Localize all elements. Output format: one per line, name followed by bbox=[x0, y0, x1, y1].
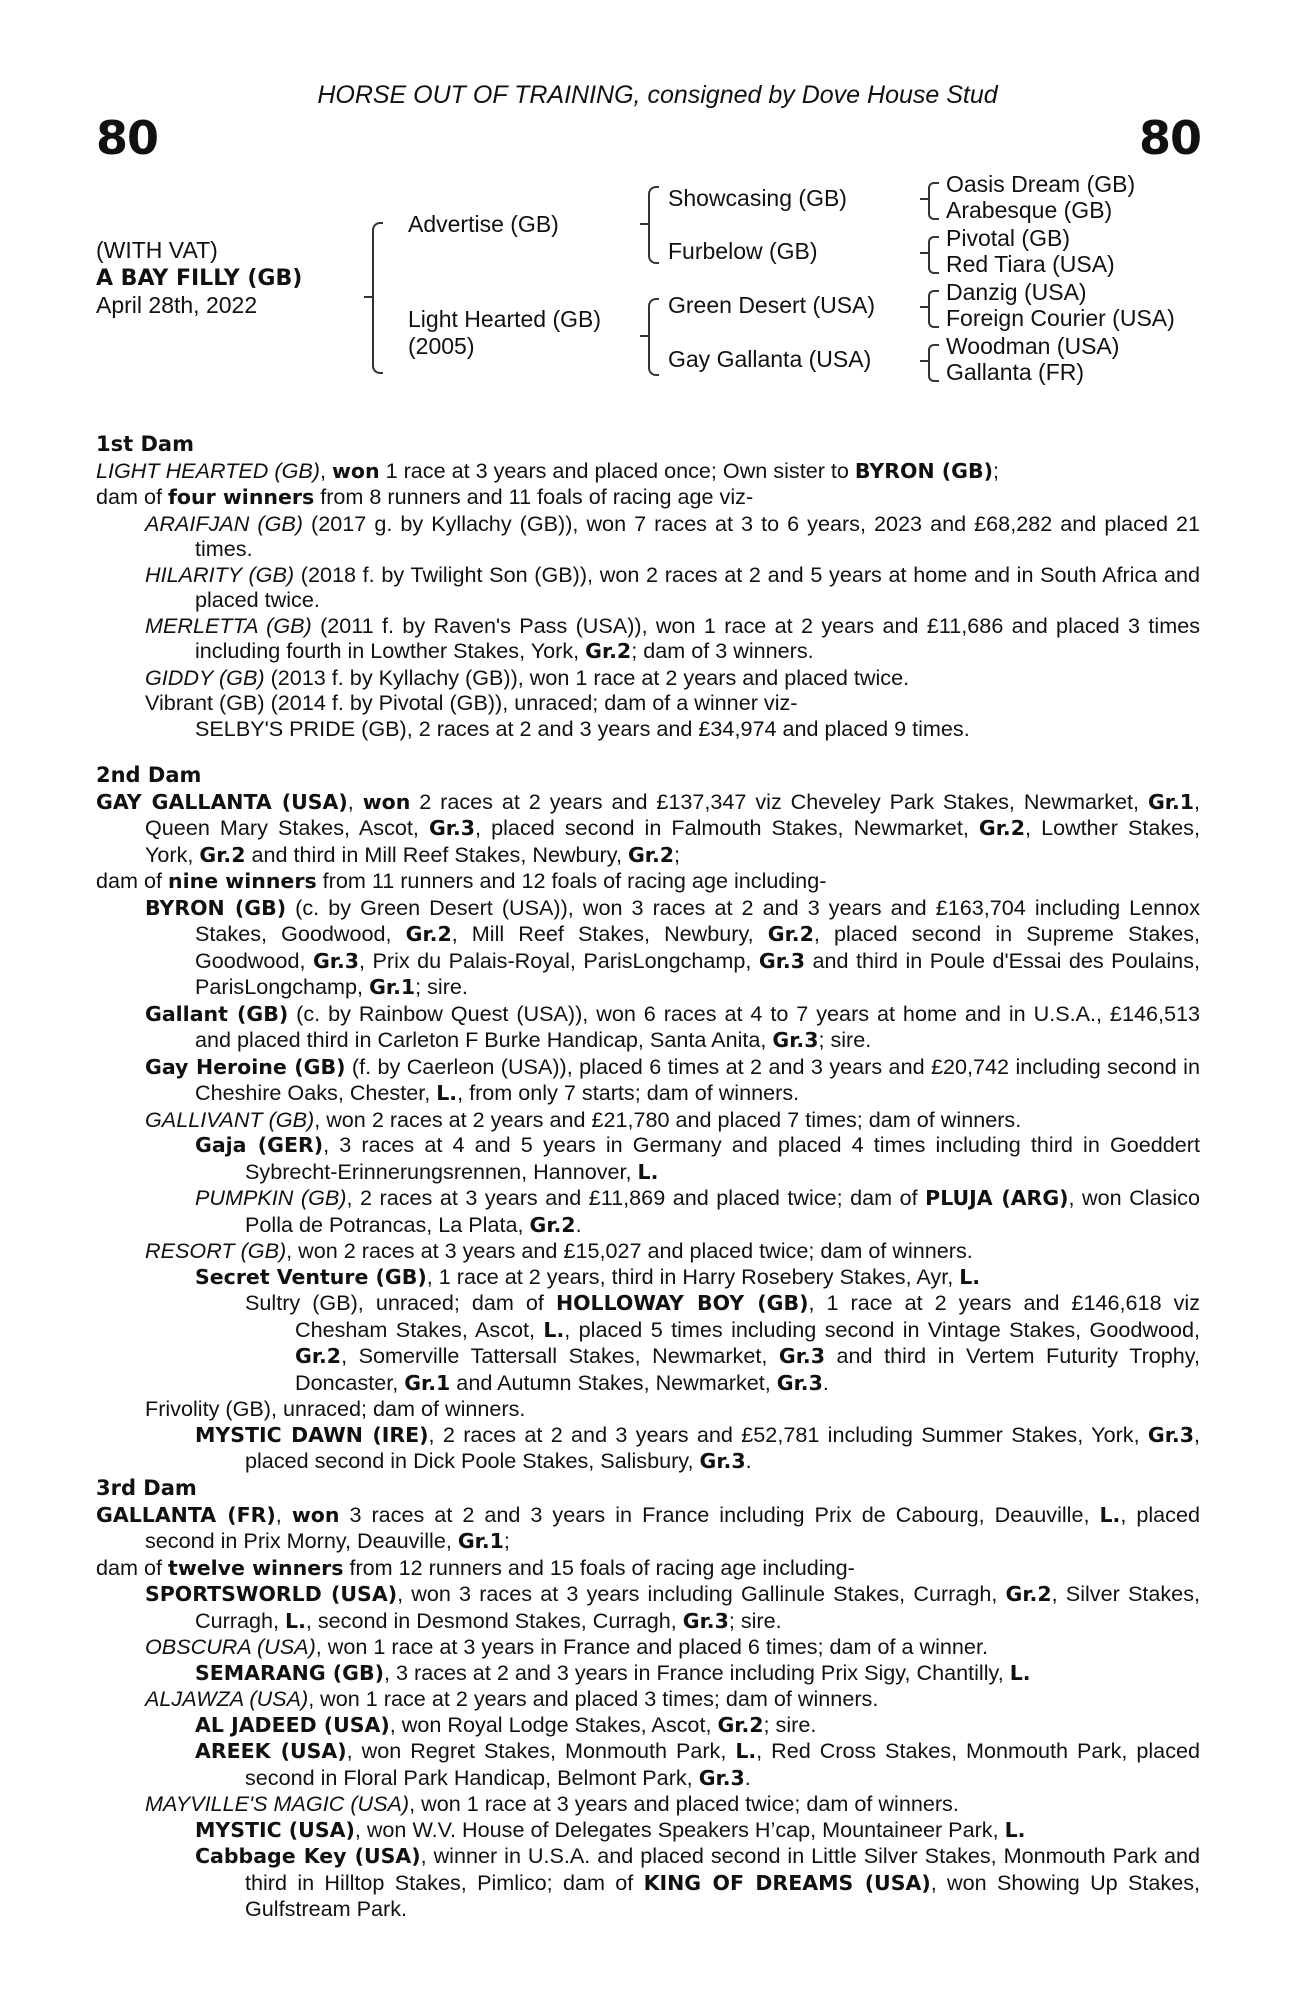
bold-text: Gr.3 bbox=[699, 1449, 746, 1473]
bold-text: L. bbox=[735, 1739, 757, 1763]
pedigree-entry bbox=[96, 789, 1200, 869]
bold-text: Gr.3 bbox=[312, 948, 360, 973]
bold-text: Gr.3 bbox=[778, 1344, 825, 1368]
entry-text: , 1 race at 2 years, third in Harry Rosebery Stakes, Ayr, bbox=[426, 1263, 960, 1289]
second-dam-section bbox=[96, 763, 1200, 1475]
entry-text: ; bbox=[674, 841, 681, 867]
pedigree-entry bbox=[96, 613, 1200, 665]
pedigree-entry bbox=[96, 458, 1200, 485]
entry-text: , won 2 races at 3 years and £15,027 and placed twice; dam of winners. bbox=[286, 1238, 973, 1263]
entry-text: , 3 races at 2 and 3 years in France including Prix Sigy, Chantilly, bbox=[384, 1659, 1010, 1685]
bold-text: BYRON (GB) bbox=[145, 895, 287, 920]
entries-list bbox=[96, 458, 1200, 742]
pedigree-entry bbox=[96, 1107, 1200, 1133]
bold-text: PLUJA (ARG) bbox=[925, 1186, 1069, 1210]
entry-text: from 12 runners and 15 foals of racing age including- bbox=[343, 1554, 855, 1580]
catalogue-header: HORSE OUT OF TRAINING, consigned by Dove House Stud bbox=[317, 81, 998, 109]
pedigree-entry bbox=[96, 1712, 1200, 1739]
bold-text: Gr.2 bbox=[627, 842, 675, 867]
bold-text: won bbox=[291, 1502, 340, 1527]
bold-text: Gr.3 bbox=[1147, 1422, 1194, 1447]
bold-text: nine winners bbox=[168, 869, 317, 893]
pedigree-entry bbox=[96, 1555, 1200, 1582]
bold-text: L. bbox=[285, 1608, 306, 1633]
entry-text: and third in Mill Reef Stakes, Newbury, bbox=[245, 841, 628, 867]
pedigree-entry bbox=[96, 1686, 1200, 1712]
bold-text: Gr.3 bbox=[776, 1370, 823, 1395]
entry-text: ; bbox=[503, 1528, 510, 1553]
bold-text: L. bbox=[1009, 1660, 1031, 1685]
entry-text: ; sire. bbox=[818, 1027, 872, 1052]
entry-text: , Prix du Palais-Royal, ParisLongchamp, bbox=[359, 947, 759, 973]
pedigree-entry bbox=[96, 562, 1200, 613]
entry-text: , placed second in Dick Poole Stakes, Salisbury, bbox=[245, 1421, 1200, 1473]
entry-text: dam of bbox=[96, 1554, 169, 1580]
entry-text: , placed second in Falmouth Stakes, Newmarket, bbox=[475, 815, 979, 840]
italic-text: HILARITY (GB) bbox=[145, 561, 295, 587]
pedigree-entry bbox=[96, 690, 1200, 716]
entry-text: , won Royal Lodge Stakes, Ascot, bbox=[389, 1711, 718, 1737]
entry-text: Frivolity (GB), unraced; dam of winners. bbox=[145, 1396, 526, 1421]
entries-list bbox=[96, 1502, 1200, 1922]
g3-ancestor: Danzig (USA) bbox=[946, 279, 1087, 305]
bold-text: GALLANTA (FR) bbox=[96, 1502, 276, 1527]
bold-text: Gr.1 bbox=[404, 1370, 451, 1395]
sire-dam: Furbelow (GB) bbox=[668, 238, 818, 264]
bold-text: SEMARANG (GB) bbox=[195, 1660, 384, 1685]
bold-text: Gr.3 bbox=[428, 816, 476, 840]
bold-text: won bbox=[331, 458, 380, 483]
italic-text: PUMPKIN (GB) bbox=[195, 1185, 347, 1210]
entry-text: , 3 races at 4 and 5 years in Germany and placed 4 times including third in Goeddert Sybrecht-Erinnerungsrennen, Hannover, bbox=[245, 1132, 1200, 1184]
italic-text: GALLIVANT (GB) bbox=[145, 1106, 315, 1132]
bold-text: L. bbox=[959, 1264, 981, 1289]
bold-text: SPORTSWORLD (USA) bbox=[145, 1582, 398, 1606]
entry-text: , placed second in Supreme Stakes, Goodwood, bbox=[195, 921, 1201, 973]
entry-text: , won Clasico Polla de Potrancas, La Plata, bbox=[245, 1185, 1200, 1237]
entry-text: , won 1 race at 2 years and placed 3 times; dam of winners. bbox=[308, 1686, 879, 1711]
bold-text: Gr.1 bbox=[457, 1529, 504, 1553]
entry-text: , placed 5 times including second in Vintage Stakes, Goodwood, bbox=[564, 1316, 1200, 1342]
entry-text: SELBY'S PRIDE (GB), 2 races at 2 and 3 years and £34,974 and placed 9 times. bbox=[195, 715, 970, 741]
bold-text: won bbox=[362, 789, 411, 814]
bold-text: Gr.3 bbox=[772, 1028, 819, 1052]
section-heading: 1st Dam bbox=[96, 432, 194, 456]
entry-text: ; sire. bbox=[763, 1711, 817, 1737]
bold-text: Gr.2 bbox=[405, 922, 452, 946]
vat-note: (WITH VAT) bbox=[96, 237, 218, 263]
bold-text: Gr.2 bbox=[529, 1212, 576, 1237]
pedigree-entry bbox=[96, 1660, 1200, 1687]
pedigree-entry bbox=[96, 1264, 1200, 1291]
bold-text: L. bbox=[1099, 1502, 1121, 1527]
pedigree-entry bbox=[96, 1843, 1200, 1922]
g3-brace-3 bbox=[928, 290, 939, 328]
pedigree-entry bbox=[96, 1238, 1200, 1264]
pedigree-entry bbox=[96, 1396, 1200, 1422]
entry-text: Sultry (GB), unraced; dam of bbox=[245, 1290, 556, 1315]
entry-text: dam of bbox=[96, 484, 169, 509]
foaling-date: April 28th, 2022 bbox=[96, 292, 258, 318]
entry-text: 1 race at 3 years and placed once; Own sister to bbox=[379, 457, 855, 483]
pedigree-entry bbox=[96, 1422, 1200, 1475]
entry-text: ; dam of 3 winners. bbox=[631, 638, 814, 663]
entry-text: , won 1 race at 3 years in France and placed 6 times; dam of a winner. bbox=[315, 1634, 988, 1659]
italic-text: MERLETTA (GB) bbox=[145, 612, 312, 638]
g3-ancestor: Arabesque (GB) bbox=[946, 197, 1113, 223]
bold-text: Gr.3 bbox=[698, 1765, 745, 1790]
pedigree-entry bbox=[96, 1817, 1200, 1844]
g3-ancestor: Red Tiara (USA) bbox=[946, 251, 1115, 277]
lot-number-right: 80 bbox=[1138, 111, 1201, 165]
bold-text: L. bbox=[1004, 1817, 1026, 1842]
bold-text: Gaja (GER) bbox=[195, 1133, 324, 1157]
first-dam-section bbox=[96, 432, 1200, 741]
lot-number-left: 80 bbox=[96, 111, 159, 165]
sire-brace bbox=[648, 186, 659, 264]
bold-text: KING OF DREAMS (USA) bbox=[643, 1870, 931, 1895]
entry-text: , bbox=[347, 788, 363, 814]
sire-brace-tip bbox=[640, 223, 649, 225]
entry-text: , bbox=[275, 1501, 292, 1527]
pedigree-entry bbox=[96, 484, 1200, 511]
bold-text: Gr.2 bbox=[585, 639, 632, 663]
entry-text: , Red Cross Stakes, Monmouth Park, placed second in Floral Park Handicap, Belmont Park, bbox=[245, 1738, 1201, 1790]
pedigree-entry bbox=[96, 511, 1200, 562]
g3-brace-4 bbox=[928, 344, 939, 382]
pedigree-brace-tip bbox=[364, 296, 373, 298]
entry-text: , bbox=[319, 457, 332, 483]
bold-text: HOLLOWAY BOY (GB) bbox=[555, 1291, 809, 1315]
entry-text: , Queen Mary Stakes, Ascot, bbox=[145, 788, 1201, 840]
entry-text: , Silver Stakes, Curragh, bbox=[195, 1581, 1200, 1633]
entry-text: Vibrant (GB) (2014 f. by Pivotal (GB)), unraced; dam of a winner viz- bbox=[145, 690, 798, 715]
bold-text: AREEK (USA) bbox=[195, 1739, 347, 1763]
entry-text: ; sire. bbox=[728, 1607, 782, 1633]
entry-text: from 11 runners and 12 foals of racing age including- bbox=[316, 868, 827, 893]
entry-text: (c. by Rainbow Quest (USA)), won 6 races at 4 to 7 years at home and in U.S.A., £146,513 and placed third in Carleton F Burke Handicap, Santa Anita, bbox=[195, 1000, 1200, 1052]
bold-text: L. bbox=[436, 1081, 458, 1105]
entry-text: , 2 races at 2 and 3 years and £52,781 including Summer Stakes, York, bbox=[428, 1421, 1148, 1447]
g3-brace-2 bbox=[928, 236, 939, 274]
pedigree-entry bbox=[96, 716, 1200, 742]
bold-text: Gr.3 bbox=[758, 948, 805, 973]
entry-text: and third in Vertem Futurity Trophy, Doncaster, bbox=[295, 1343, 1200, 1395]
italic-text: ARAIFJAN (GB) bbox=[145, 510, 304, 536]
g3-brace-tip-2 bbox=[920, 252, 929, 254]
entry-text: 3 races at 2 and 3 years in France including Prix de Cabourg, Deauville, bbox=[339, 1501, 1100, 1527]
bold-text: Gr.2 bbox=[1005, 1582, 1052, 1606]
dam: Light Hearted (GB) bbox=[408, 306, 602, 332]
bold-text: Gr.2 bbox=[199, 842, 246, 867]
italic-text: RESORT (GB) bbox=[145, 1238, 287, 1263]
dam-brace-tip bbox=[640, 335, 649, 337]
g3-brace-1 bbox=[928, 182, 939, 220]
entry-text: 2 races at 2 years and £137,347 viz Cheveley Park Stakes, Newmarket, bbox=[410, 788, 1148, 814]
entry-text: . bbox=[744, 1764, 751, 1790]
italic-text: MAYVILLE'S MAGIC (USA) bbox=[145, 1791, 410, 1816]
sire-sire: Showcasing (GB) bbox=[668, 185, 847, 211]
bold-text: Gr.1 bbox=[1147, 789, 1195, 814]
bold-text: Gr.2 bbox=[717, 1712, 764, 1737]
pedigree-entry bbox=[96, 1132, 1200, 1185]
pedigree-entry bbox=[96, 665, 1200, 691]
pedigree-entry bbox=[96, 868, 1200, 895]
g3-brace-tip-4 bbox=[920, 360, 929, 362]
sire: Advertise (GB) bbox=[408, 211, 559, 237]
bold-text: Gr.3 bbox=[682, 1608, 729, 1633]
pedigree-entry bbox=[96, 1738, 1200, 1791]
pedigree-entry bbox=[96, 1001, 1200, 1054]
bold-text: Gay Heroine (GB) bbox=[145, 1054, 346, 1079]
entry-text: , Lowther Stakes, York, bbox=[145, 815, 1200, 867]
bold-text: Gr.2 bbox=[295, 1344, 342, 1368]
pedigree-entry bbox=[96, 1502, 1200, 1555]
entry-text: (2018 f. by Twilight Son (GB)), won 2 races at 2 and 5 years at home and in South Africa and placed twice. bbox=[195, 561, 1200, 612]
g3-ancestor: Oasis Dream (GB) bbox=[946, 171, 1136, 197]
dam-sire: Green Desert (USA) bbox=[668, 292, 876, 318]
entry-text: , 1 race at 2 years and £146,618 viz Chesham Stakes, Ascot, bbox=[295, 1290, 1200, 1342]
entry-text: , winner in U.S.A. and placed second in Little Silver Stakes, Monmouth Park and third in Hilltop Stakes, Pimlico; dam of bbox=[245, 1843, 1200, 1895]
italic-text: OBSCURA (USA) bbox=[145, 1634, 316, 1659]
section-heading: 3rd Dam bbox=[96, 1476, 197, 1500]
pedigree-entry bbox=[96, 895, 1200, 1001]
italic-text: ALJAWZA (USA) bbox=[145, 1686, 309, 1711]
italic-text: GIDDY (GB) bbox=[145, 664, 265, 690]
bold-text: L. bbox=[637, 1159, 659, 1184]
entry-text: (c. by Green Desert (USA)), won 3 races at 2 and 3 years and £163,704 including Lennox Stakes, Goodwood, bbox=[195, 894, 1200, 946]
entry-text: , Mill Reef Stakes, Newbury, bbox=[451, 921, 768, 946]
entry-text: ; bbox=[992, 457, 999, 483]
bold-text: Secret Venture (GB) bbox=[195, 1264, 427, 1289]
bold-text: MYSTIC DAWN (IRE) bbox=[195, 1422, 429, 1447]
g3-brace-tip-3 bbox=[920, 306, 929, 308]
italic-text: LIGHT HEARTED (GB) bbox=[96, 457, 320, 483]
entry-text: from 8 runners and 11 foals of racing age viz- bbox=[314, 484, 754, 509]
bold-text: twelve winners bbox=[168, 1555, 344, 1580]
entry-text: , won 3 races at 3 years including Gallinule Stakes, Curragh, bbox=[397, 1581, 1006, 1606]
bold-text: MYSTIC (USA) bbox=[195, 1817, 355, 1842]
pedigree-entry bbox=[96, 1581, 1200, 1634]
entry-text: , won Showing Up Stakes, Gulfstream Park. bbox=[245, 1869, 1201, 1921]
entry-text: , from only 7 starts; dam of winners. bbox=[457, 1080, 800, 1105]
g3-ancestor: Gallanta (FR) bbox=[946, 359, 1085, 385]
entry-text: and Autumn Stakes, Newmarket, bbox=[450, 1369, 777, 1395]
dam-dam: Gay Gallanta (USA) bbox=[668, 346, 872, 372]
bold-text: BYRON (GB) bbox=[854, 458, 993, 483]
bold-text: AL JADEED (USA) bbox=[195, 1712, 390, 1737]
bold-text: GAY GALLANTA (USA) bbox=[96, 789, 348, 814]
entry-text: , Somerville Tattersall Stakes, Newmarket, bbox=[341, 1343, 779, 1368]
g3-ancestor: Foreign Courier (USA) bbox=[946, 305, 1175, 331]
pedigree-entry bbox=[96, 1634, 1200, 1660]
pedigree-brace bbox=[372, 222, 383, 374]
entry-text: , won Regret Stakes, Monmouth Park, bbox=[346, 1738, 736, 1763]
dam-year: (2005) bbox=[408, 333, 475, 359]
bold-text: Gr.2 bbox=[978, 816, 1025, 840]
g3-brace-tip-1 bbox=[920, 198, 929, 200]
horse-name: A BAY FILLY (GB) bbox=[96, 266, 303, 291]
entry-text: , won 2 races at 2 years and £21,780 and placed 7 times; dam of winners. bbox=[314, 1106, 1022, 1132]
dam-brace bbox=[648, 298, 659, 376]
entry-text: and third in Poule d'Essai des Poulains, ParisLongchamp, bbox=[195, 947, 1200, 999]
pedigree-entry bbox=[96, 1054, 1200, 1107]
entry-text: (2013 f. by Kyllachy (GB)), won 1 race at 2 years and placed twice. bbox=[264, 664, 910, 690]
entry-text: (2017 g. by Kyllachy (GB)), won 7 races at 3 to 6 years, 2023 and £68,282 and placed 21 times. bbox=[195, 510, 1201, 561]
bold-text: L. bbox=[543, 1317, 565, 1342]
bold-text: Gr.2 bbox=[767, 922, 814, 946]
entry-text: , second in Desmond Stakes, Curragh, bbox=[305, 1607, 683, 1633]
entry-text: , 2 races at 3 years and £11,869 and placed twice; dam of bbox=[346, 1185, 926, 1210]
entry-text: dam of bbox=[96, 868, 169, 893]
section-heading: 2nd Dam bbox=[96, 763, 202, 787]
entry-text: , won W.V. House of Delegates Speakers H’cap, Mountaineer Park, bbox=[354, 1816, 1005, 1842]
entry-text: , placed second in Prix Morny, Deauville, bbox=[145, 1501, 1200, 1553]
third-dam-section bbox=[96, 1476, 1200, 1922]
bold-text: Gr.1 bbox=[369, 975, 416, 999]
entry-text: ; sire. bbox=[415, 974, 468, 999]
entry-text: . bbox=[822, 1369, 829, 1395]
entry-text: (f. by Caerleon (USA)), placed 6 times at 2 and 3 years and £20,742 including second in Cheshire Oaks, Chester, bbox=[195, 1053, 1200, 1105]
bold-text: four winners bbox=[168, 485, 315, 509]
bold-text: Gallant (GB) bbox=[145, 1001, 289, 1026]
pedigree-entry bbox=[96, 1290, 1200, 1396]
entry-text: . bbox=[575, 1211, 582, 1237]
entry-text: . bbox=[745, 1448, 752, 1473]
bold-text: Cabbage Key (USA) bbox=[195, 1844, 421, 1868]
g3-ancestor: Pivotal (GB) bbox=[946, 225, 1070, 251]
entries-list bbox=[96, 789, 1200, 1475]
entry-text: (2011 f. by Raven's Pass (USA)), won 1 race at 2 years and £11,686 and placed 3 times including fourth in Lowther Stakes, York, bbox=[195, 612, 1200, 663]
entry-text: , won 1 race at 3 years and placed twice; dam of winners. bbox=[409, 1791, 959, 1816]
pedigree-entry bbox=[96, 1791, 1200, 1817]
pedigree-entry bbox=[96, 1185, 1200, 1238]
g3-ancestor: Woodman (USA) bbox=[946, 333, 1120, 359]
